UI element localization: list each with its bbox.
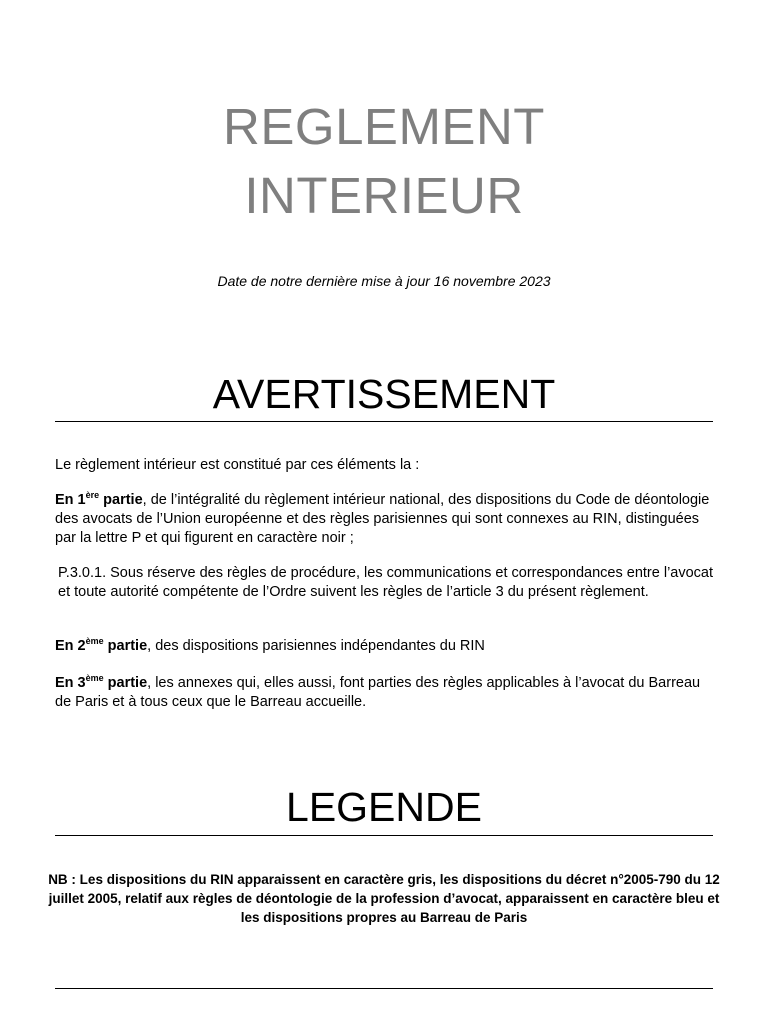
part-2-label: partie <box>103 638 148 654</box>
part-2-prefix: En 2 <box>55 638 86 654</box>
part-3-ordinal: ème <box>85 673 104 684</box>
rule-reference-paragraph: P.3.0.1. Sous réserve des règles de procédure, les communications et correspondances entre l’avocat et toute autorité compétente de l’Ordre suivent les règles de l’article 3 du présent règlement. <box>58 565 714 600</box>
part-3-prefix: En 3 <box>55 675 86 691</box>
part-1-ordinal: ère <box>85 490 100 501</box>
part-2-ordinal: ème <box>85 636 104 647</box>
divider <box>55 421 713 422</box>
part-2-paragraph <box>55 637 715 656</box>
part-1-label: partie <box>99 492 143 508</box>
document-title-line-2: INTERIEUR <box>244 167 524 224</box>
divider <box>55 988 713 989</box>
intro-paragraph: Le règlement intérieur est constitué par ces éléments la : <box>55 457 420 473</box>
legend-note: NB : Les dispositions du RIN apparaissent en caractère gris, les dispositions du décret n°2005-790 du 12 juillet 2005, relatif aux règles de déontologie de la profession d’avocat, apparaissent en caractère bleu et les dispositions propres au Barreau de Paris <box>48 872 720 925</box>
part-1-prefix: En 1 <box>55 492 86 508</box>
part-3-paragraph <box>55 674 715 712</box>
divider <box>55 835 713 836</box>
section-heading-legende: LEGENDE <box>286 784 482 830</box>
part-3-label: partie <box>103 675 148 691</box>
section-heading-avertissement: AVERTISSEMENT <box>212 371 556 417</box>
part-1-text: , de l’intégralité du règlement intérieur national, des dispositions du Code de déontologie des avocats de l’Union européenne et des règles parisiennes qui sont connexes au RIN, distinguées par la lettre P et qui figurent en caractère noir ; <box>55 492 710 546</box>
part-2-text: , des dispositions parisiennes indépendantes du RIN <box>147 638 485 654</box>
last-update-date: Date de notre dernière mise à jour 16 novembre 2023 <box>217 273 551 289</box>
part-1-paragraph <box>55 491 715 548</box>
part-3-text: , les annexes qui, elles aussi, font parties des règles applicables à l’avocat du Barreau de Paris et à tous ceux que le Barreau accueille. <box>55 675 701 710</box>
document-title-line-1: REGLEMENT <box>223 98 545 155</box>
